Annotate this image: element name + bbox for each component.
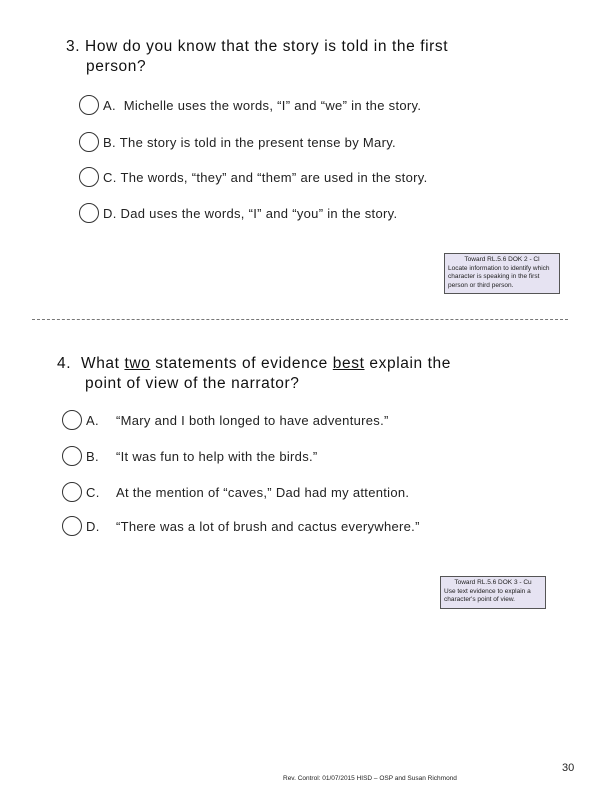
standard-box-question-4 <box>440 576 546 609</box>
question-4-option-b[interactable] <box>62 446 318 466</box>
option-text: “There was a lot of brush and cactus everywhere.” <box>116 518 420 534</box>
radio-circle-icon[interactable] <box>79 167 99 187</box>
standard-description: Locate information to identify which character is speaking in the first person or third person. <box>448 264 550 289</box>
standard-description: Use text evidence to explain a character's point of view. <box>444 587 531 603</box>
emphasis-best: best <box>332 355 365 372</box>
prompt-text-end: explain the <box>364 355 451 372</box>
radio-circle-icon[interactable] <box>79 95 99 115</box>
radio-circle-icon[interactable] <box>62 516 82 536</box>
option-label: A. <box>103 97 120 113</box>
standard-heading: Toward RL.5.6 DOK 2 - Cl <box>464 256 540 263</box>
question-4-number: 4. <box>57 355 72 372</box>
prompt-text-middle: statements of evidence <box>150 355 333 372</box>
question-3-option-a[interactable] <box>79 95 421 115</box>
option-text: Dad uses the words, “I” and “you” in the story. <box>120 205 398 221</box>
option-label: C. <box>103 169 121 185</box>
option-label: B. <box>86 448 99 464</box>
radio-circle-icon[interactable] <box>62 410 82 430</box>
option-text: At the mention of “caves,” Dad had my attention. <box>116 484 410 500</box>
option-text: Michelle uses the words, “I” and “we” in the story. <box>119 97 422 113</box>
question-3-line-2: person? <box>86 58 147 75</box>
option-text: The words, “they” and “them” are used in the story. <box>120 169 428 185</box>
emphasis-two: two <box>124 355 151 372</box>
radio-circle-icon[interactable] <box>79 203 99 223</box>
question-4-prompt <box>57 354 451 394</box>
question-3-option-d[interactable] <box>79 203 397 223</box>
question-4-option-a[interactable] <box>62 410 389 430</box>
option-label: B. <box>103 134 120 150</box>
section-divider <box>32 319 568 320</box>
radio-circle-icon[interactable] <box>79 132 99 152</box>
question-3-option-b[interactable] <box>79 132 396 152</box>
footer-revision-note: Rev. Control: 01/07/2015 HISD – OSP and Susan Richmond <box>283 775 457 782</box>
radio-circle-icon[interactable] <box>62 482 82 502</box>
radio-circle-icon[interactable] <box>62 446 82 466</box>
option-text: The story is told in the present tense by Mary. <box>119 134 396 150</box>
standard-heading: Toward RL.5.6 DOK 3 - Cu <box>454 579 532 586</box>
question-3-line-1: 3. How do you know that the story is told in the first <box>66 38 449 55</box>
option-text: “Mary and I both longed to have adventures.” <box>116 412 389 428</box>
page-number: 30 <box>562 762 575 774</box>
standard-box-question-3 <box>444 253 560 294</box>
question-4-line-2: point of view of the narrator? <box>85 375 300 392</box>
question-4-line-1 <box>57 355 451 372</box>
question-3-option-c[interactable] <box>79 167 427 187</box>
question-3-prompt <box>66 37 448 77</box>
option-text: “It was fun to help with the birds.” <box>116 448 318 464</box>
question-4-option-d[interactable] <box>62 516 420 536</box>
option-label: D. <box>86 518 100 534</box>
question-4-option-c[interactable] <box>62 482 409 502</box>
option-label: A. <box>86 412 99 428</box>
option-label: D. <box>103 205 121 221</box>
option-label: C. <box>86 484 100 500</box>
prompt-text-start: What <box>80 355 125 372</box>
